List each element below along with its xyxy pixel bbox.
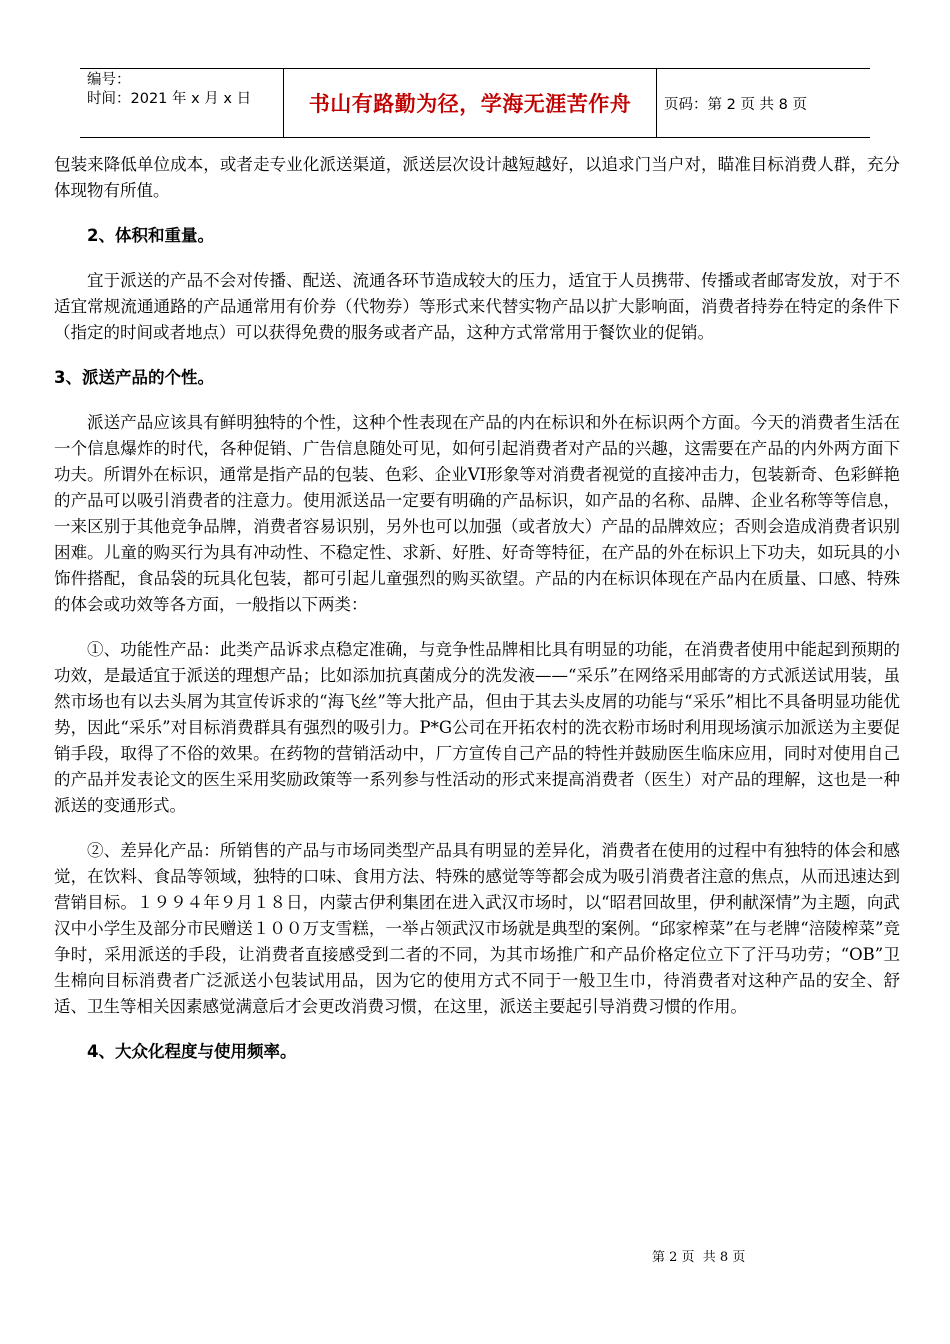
page-footer: 第 2 页 共 8 页 xyxy=(652,1250,746,1265)
body-paragraph: ②、差异化产品：所销售的产品与市场同类型产品具有明显的差异化，消费者在使用的过程中有独特的体会和感觉，在饮料、食品等领域，独特的口味、食用方法、特殊的感觉等等都会成为吸引消费者注意的焦点，从而迅速达到营销目标。１９９４年９月１８日，内蒙古伊利集团在进入武汉市场时，以“昭君回故里，伊利献深情”为主题，向武汉中小学生及部分市民赠送１００万支雪糕，一举占领武汉市场就是典型的案例。“邱家榨菜”在与老牌“涪陵榨菜”竞争时，采用派送的手段，让消费者直接感受到二者的不同，为其市场推广和产品价格定位立下了汗马功劳；“OB”卫生棉向目标消费者广泛派送小包装试用品，因为它的使用方式不同于一般卫生巾，待消费者对这种产品的安全、舒适、卫生等相关因素感觉满意后才会更改消费习惯，在这里，派送主要起引导消费习惯的作用。 xyxy=(54,841,900,1016)
header-meta xyxy=(80,69,283,137)
section-heading: 4、大众化程度与使用频率。 xyxy=(87,1042,297,1061)
body-paragraph: 宜于派送的产品不会对传播、配送、流通各环节造成较大的压力，适宜于人员携带、传播或者邮寄发放，对于不适宜常规流通通路的产品通常用有价券（代物券）等形式来代替实物产品以扩大影响面，消费者持券在特定的条件下（指定的时间或者地点）可以获得免费的服务或者产品，这种方式常常用于餐饮业的促销。 xyxy=(54,271,900,342)
document-date: 时间：2021 年 x 月 x 日 xyxy=(87,91,252,107)
body-paragraph: 包装来降低单位成本，或者走专业化派送渠道，派送层次设计越短越好，以追求门当户对，瞄准目标消费人群，充分体现物有所值。 xyxy=(54,155,900,200)
document-body xyxy=(54,152,900,1065)
document-number-label: 编号： xyxy=(87,72,131,88)
section-heading: 3、派送产品的个性。 xyxy=(54,368,214,387)
section-heading: 2、体积和重量。 xyxy=(87,226,214,245)
header-page-info: 页码：第 2 页 共 8 页 xyxy=(664,96,807,113)
body-paragraph: ①、功能性产品：此类产品诉求点稳定准确，与竞争性品牌相比具有明显的功能，在消费者使用中能起到预期的功效，是最适宜于派送的理想产品；比如添加抗真菌成分的洗发液——“采乐”在网络采用邮寄的方式派送试用装，虽然市场也有以去头屑为其宣传诉求的“海飞丝”等大批产品，但由于其去头皮屑的功能与“采乐”相比不具备明显功能优势，因此“采乐”对目标消费群具有强烈的吸引力。P*G公司在开拓农村的洗衣粉市场时利用现场演示加派送为主要促销手段，取得了不俗的效果。在药物的营销活动中，厂方宣传自己产品的特性并鼓励医生临床应用，同时对使用自己的产品并发表论文的医生采用奖励政策等一系列参与性活动的形式来提高消费者（医生）对产品的理解，这也是一种派送的变通形式。 xyxy=(54,640,900,815)
page-header xyxy=(80,68,870,138)
header-motto: 书山有路勤为径，学海无涯苦作舟 xyxy=(283,69,657,137)
body-paragraph: 派送产品应该具有鲜明独特的个性，这种个性表现在产品的内在标识和外在标识两个方面。今天的消费者生活在一个信息爆炸的时代，各种促销、广告信息随处可见，如何引起消费者对产品的兴趣，这需要在产品的内外两方面下功夫。所谓外在标识，通常是指产品的包装、色彩、企业VI形象等对消费者视觉的直接冲击力，包装新奇、色彩鲜艳的产品可以吸引消费者的注意力。使用派送品一定要有明确的产品标识，如产品的名称、品牌、企业名称等等信息，一来区别于其他竞争品牌，消费者容易识别，另外也可以加强（或者放大）产品的品牌效应；否则会造成消费者识别困难。儿童的购买行为具有冲动性、不稳定性、求新、好胜、好奇等特征，在产品的外在标识上下功夫，如玩具的小饰件搭配，食品袋的玩具化包装，都可引起儿童强烈的购买欲望。产品的内在标识体现在产品内在质量、口感、特殊的体会或功效等各方面，一般指以下两类： xyxy=(54,413,900,614)
